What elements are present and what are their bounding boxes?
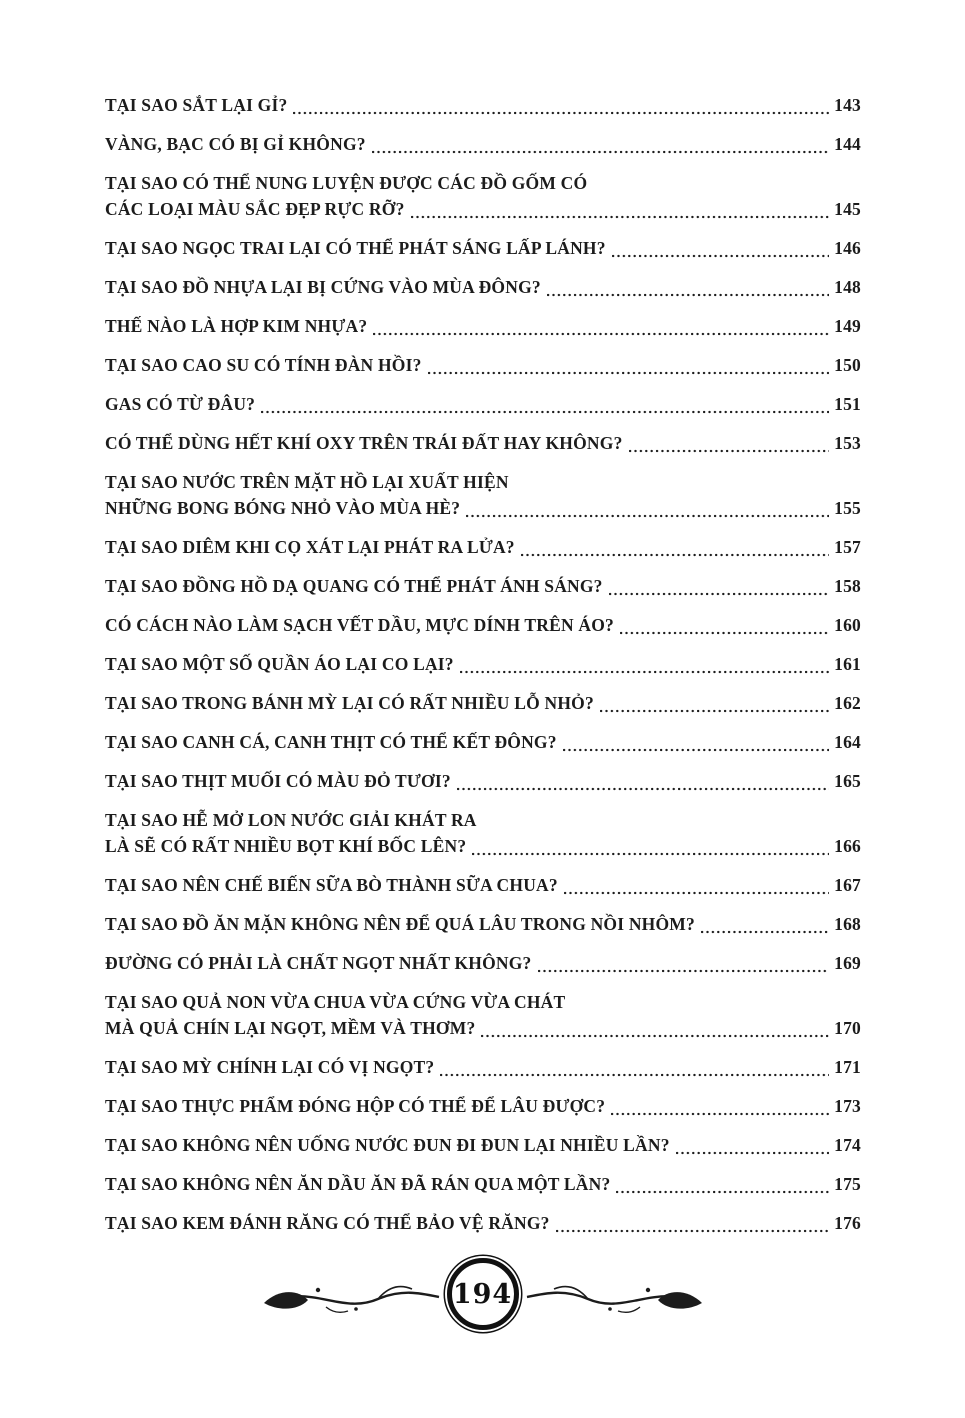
toc-entry-title: TẠI SAO DIÊM KHI CỌ XÁT LẠI PHÁT RA LỬA?	[105, 537, 515, 557]
toc-entry	[105, 1210, 861, 1236]
page-number-badge	[447, 1258, 519, 1330]
dot-leader	[563, 748, 829, 752]
dot-leader	[440, 1073, 829, 1077]
toc-entry-line	[105, 313, 861, 339]
toc-entry-title: CÓ CÁCH NÀO LÀM SẠCH VẾT DẦU, MỰC DÍNH TRÊN ÁO?	[105, 615, 614, 635]
toc-entry	[105, 1093, 861, 1119]
toc-entry-title: CÓ THỂ DÙNG HẾT KHÍ OXY TRÊN TRÁI ĐẤT HAY KHÔNG?	[105, 433, 623, 453]
toc-entry	[105, 612, 861, 638]
toc-entry-title: TẠI SAO KHÔNG NÊN UỐNG NƯỚC ĐUN ĐI ĐUN LẠI NHIỀU LẦN?	[105, 1135, 670, 1155]
toc-entry-title: TẠI SAO ĐỒNG HỒ DẠ QUANG CÓ THỂ PHÁT ÁNH SÁNG?	[105, 576, 603, 596]
dot-leader	[521, 553, 829, 557]
toc-entry-title: VÀNG, BẠC CÓ BỊ GỈ KHÔNG?	[105, 134, 366, 154]
dot-leader	[261, 410, 829, 414]
toc-entry	[105, 807, 861, 859]
toc-entry-title: TẠI SAO CAO SU CÓ TÍNH ĐÀN HỒI?	[105, 355, 422, 375]
toc-entry	[105, 430, 861, 456]
toc-entry-page-number: 153	[834, 433, 861, 453]
toc-entry-page-number: 171	[834, 1057, 861, 1077]
toc-entry-line	[105, 235, 861, 261]
toc-entry-page-number: 170	[834, 1018, 861, 1038]
toc-entry-line	[105, 131, 861, 157]
toc-entry-page-number: 158	[834, 576, 861, 596]
dot-leader	[428, 371, 829, 375]
toc-entry-page-number: 164	[834, 732, 861, 752]
toc-entry	[105, 391, 861, 417]
toc-entry-line	[105, 729, 861, 755]
toc-entry-title: LÀ SẼ CÓ RẤT NHIỀU BỌT KHÍ BỐC LÊN?	[105, 836, 467, 856]
toc-entry-page-number: 175	[834, 1174, 861, 1194]
toc-entry-title: MÀ QUẢ CHÍN LẠI NGỌT, MỀM VÀ THƠM?	[105, 1018, 476, 1038]
dot-leader	[373, 332, 829, 336]
toc-entry-page-number: 146	[834, 238, 861, 258]
dot-leader	[372, 150, 829, 154]
toc-entry-line	[105, 612, 861, 638]
toc-entry-line	[105, 92, 861, 118]
toc-entry-line	[105, 469, 861, 495]
toc-entry	[105, 573, 861, 599]
toc-entry-title: TẠI SAO MỘT SỐ QUẦN ÁO LẠI CO LẠI?	[105, 654, 454, 674]
toc-entry-page-number: 166	[834, 836, 861, 856]
toc-entry	[105, 469, 861, 521]
dot-leader	[411, 215, 829, 219]
toc-entry-title: TẠI SAO TRONG BÁNH MỲ LẠI CÓ RẤT NHIỀU LỖ NHỎ?	[105, 693, 594, 713]
page-footer	[0, 1258, 965, 1330]
toc-entry-line	[105, 1015, 861, 1041]
toc-entry-page-number: 160	[834, 615, 861, 635]
toc-entry-page-number: 144	[834, 134, 861, 154]
toc-entry-line	[105, 1171, 861, 1197]
toc-entry-page-number: 176	[834, 1213, 861, 1233]
toc-entry-line	[105, 690, 861, 716]
toc-entry-page-number: 143	[834, 95, 861, 115]
toc-entry-line	[105, 872, 861, 898]
toc-entry-title: TẠI SAO HỄ MỞ LON NƯỚC GIẢI KHÁT RA	[105, 810, 477, 830]
dot-leader	[676, 1151, 829, 1155]
toc-entry-line	[105, 391, 861, 417]
toc-entry-title: TẠI SAO CANH CÁ, CANH THỊT CÓ THỂ KẾT ĐÔNG?	[105, 732, 557, 752]
dot-leader	[620, 631, 829, 635]
toc-entry-page-number: 174	[834, 1135, 861, 1155]
toc-entry-title: TẠI SAO ĐỒ NHỰA LẠI BỊ CỨNG VÀO MÙA ĐÔNG?	[105, 277, 541, 297]
toc-entry-page-number: 162	[834, 693, 861, 713]
toc-entry	[105, 690, 861, 716]
toc-entry	[105, 1054, 861, 1080]
toc-entry-page-number: 148	[834, 277, 861, 297]
toc-entry-title: CÁC LOẠI MÀU SẮC ĐẸP RỰC RỠ?	[105, 199, 405, 219]
toc-entry-title: TẠI SAO MỲ CHÍNH LẠI CÓ VỊ NGỌT?	[105, 1057, 435, 1077]
toc-entry-title: TẠI SAO KHÔNG NÊN ĂN DẦU ĂN ĐÃ RÁN QUA MỘT LẦN?	[105, 1174, 611, 1194]
toc-entry	[105, 1171, 861, 1197]
toc-entry-line	[105, 768, 861, 794]
toc-entry-line	[105, 989, 861, 1015]
toc-entry-line	[105, 495, 861, 521]
dot-leader	[538, 969, 829, 973]
toc-entry	[105, 729, 861, 755]
footer-flourish-left	[256, 1267, 441, 1321]
dot-leader	[481, 1034, 829, 1038]
toc-entry-title: TẠI SAO SẮT LẠI GỈ?	[105, 95, 288, 115]
toc-entry-page-number: 168	[834, 914, 861, 934]
toc-entry-line	[105, 1054, 861, 1080]
page-number: 194	[452, 1278, 513, 1310]
toc-entry	[105, 313, 861, 339]
toc-entry-line	[105, 833, 861, 859]
toc-entry	[105, 131, 861, 157]
toc-entry-line	[105, 911, 861, 937]
toc-entry	[105, 950, 861, 976]
toc-entry-line	[105, 1210, 861, 1236]
toc-entry	[105, 651, 861, 677]
dot-leader	[600, 709, 829, 713]
toc-entry-page-number: 157	[834, 537, 861, 557]
footer-flourish-right	[525, 1267, 710, 1321]
toc-entry	[105, 534, 861, 560]
dot-leader	[701, 930, 829, 934]
toc-list	[105, 92, 861, 1236]
toc-entry-title: TẠI SAO QUẢ NON VỪA CHUA VỪA CỨNG VỪA CHÁT	[105, 992, 566, 1012]
toc-entry-line	[105, 1132, 861, 1158]
toc-entry-line	[105, 196, 861, 222]
dot-leader	[466, 514, 829, 518]
toc-entry-page-number: 149	[834, 316, 861, 336]
toc-entry-page-number: 173	[834, 1096, 861, 1116]
toc-entry-title: THẾ NÀO LÀ HỢP KIM NHỰA?	[105, 316, 368, 336]
toc-entry-title: TẠI SAO THỊT MUỐI CÓ MÀU ĐỎ TƯƠI?	[105, 771, 451, 791]
toc-entry-line	[105, 430, 861, 456]
toc-entry-line	[105, 573, 861, 599]
toc-entry	[105, 235, 861, 261]
dot-leader	[616, 1190, 829, 1194]
dot-leader	[460, 670, 829, 674]
toc-entry-title: TẠI SAO ĐỒ ĂN MẶN KHÔNG NÊN ĐỂ QUÁ LÂU TRONG NỒI NHÔM?	[105, 914, 695, 934]
toc-entry-page-number: 165	[834, 771, 861, 791]
toc-entry-page-number: 145	[834, 199, 861, 219]
toc-entry	[105, 352, 861, 378]
toc-entry-title: TẠI SAO NÊN CHẾ BIẾN SỮA BÒ THÀNH SỮA CHUA?	[105, 875, 558, 895]
toc-entry	[105, 989, 861, 1041]
toc-entry-title: GAS CÓ TỪ ĐÂU?	[105, 394, 256, 414]
toc-entry-page-number: 167	[834, 875, 861, 895]
toc-entry-line	[105, 170, 861, 196]
toc-entry-page-number: 150	[834, 355, 861, 375]
toc-entry-line	[105, 1093, 861, 1119]
dot-leader	[611, 1112, 829, 1116]
toc-entry-title: TẠI SAO NGỌC TRAI LẠI CÓ THỂ PHÁT SÁNG LẤP LÁNH?	[105, 238, 606, 258]
toc-entry	[105, 872, 861, 898]
dot-leader	[293, 111, 829, 115]
toc-entry-line	[105, 274, 861, 300]
dot-leader	[556, 1229, 829, 1233]
toc-entry-title: TẠI SAO KEM ĐÁNH RĂNG CÓ THỂ BẢO VỆ RĂNG?	[105, 1213, 550, 1233]
dot-leader	[457, 787, 829, 791]
toc-entry	[105, 274, 861, 300]
dot-leader	[472, 852, 829, 856]
dot-leader	[612, 254, 829, 258]
toc-entry	[105, 92, 861, 118]
toc-entry-title: ĐƯỜNG CÓ PHẢI LÀ CHẤT NGỌT NHẤT KHÔNG?	[105, 953, 532, 973]
dot-leader	[609, 592, 829, 596]
dot-leader	[629, 449, 829, 453]
toc-entry-title: TẠI SAO THỰC PHẨM ĐÓNG HỘP CÓ THỂ ĐỂ LÂU ĐƯỢC?	[105, 1096, 606, 1116]
toc-entry	[105, 768, 861, 794]
toc-entry	[105, 1132, 861, 1158]
toc-entry-page-number: 155	[834, 498, 861, 518]
toc-entry-line	[105, 651, 861, 677]
toc-entry-line	[105, 950, 861, 976]
toc-entry-line	[105, 534, 861, 560]
toc-entry	[105, 170, 861, 222]
toc-entry-title: TẠI SAO CÓ THỂ NUNG LUYỆN ĐƯỢC CÁC ĐỒ GỐM CÓ	[105, 173, 588, 193]
toc-entry-page-number: 151	[834, 394, 861, 414]
toc-entry-title: TẠI SAO NƯỚC TRÊN MẶT HỒ LẠI XUẤT HIỆN	[105, 472, 509, 492]
toc-entry-line	[105, 807, 861, 833]
toc-entry-page-number: 169	[834, 953, 861, 973]
toc-entry	[105, 911, 861, 937]
dot-leader	[547, 293, 829, 297]
dot-leader	[564, 891, 829, 895]
toc-entry-title: NHỮNG BONG BÓNG NHỎ VÀO MÙA HÈ?	[105, 498, 461, 518]
toc-entry-line	[105, 352, 861, 378]
toc-entry-page-number: 161	[834, 654, 861, 674]
